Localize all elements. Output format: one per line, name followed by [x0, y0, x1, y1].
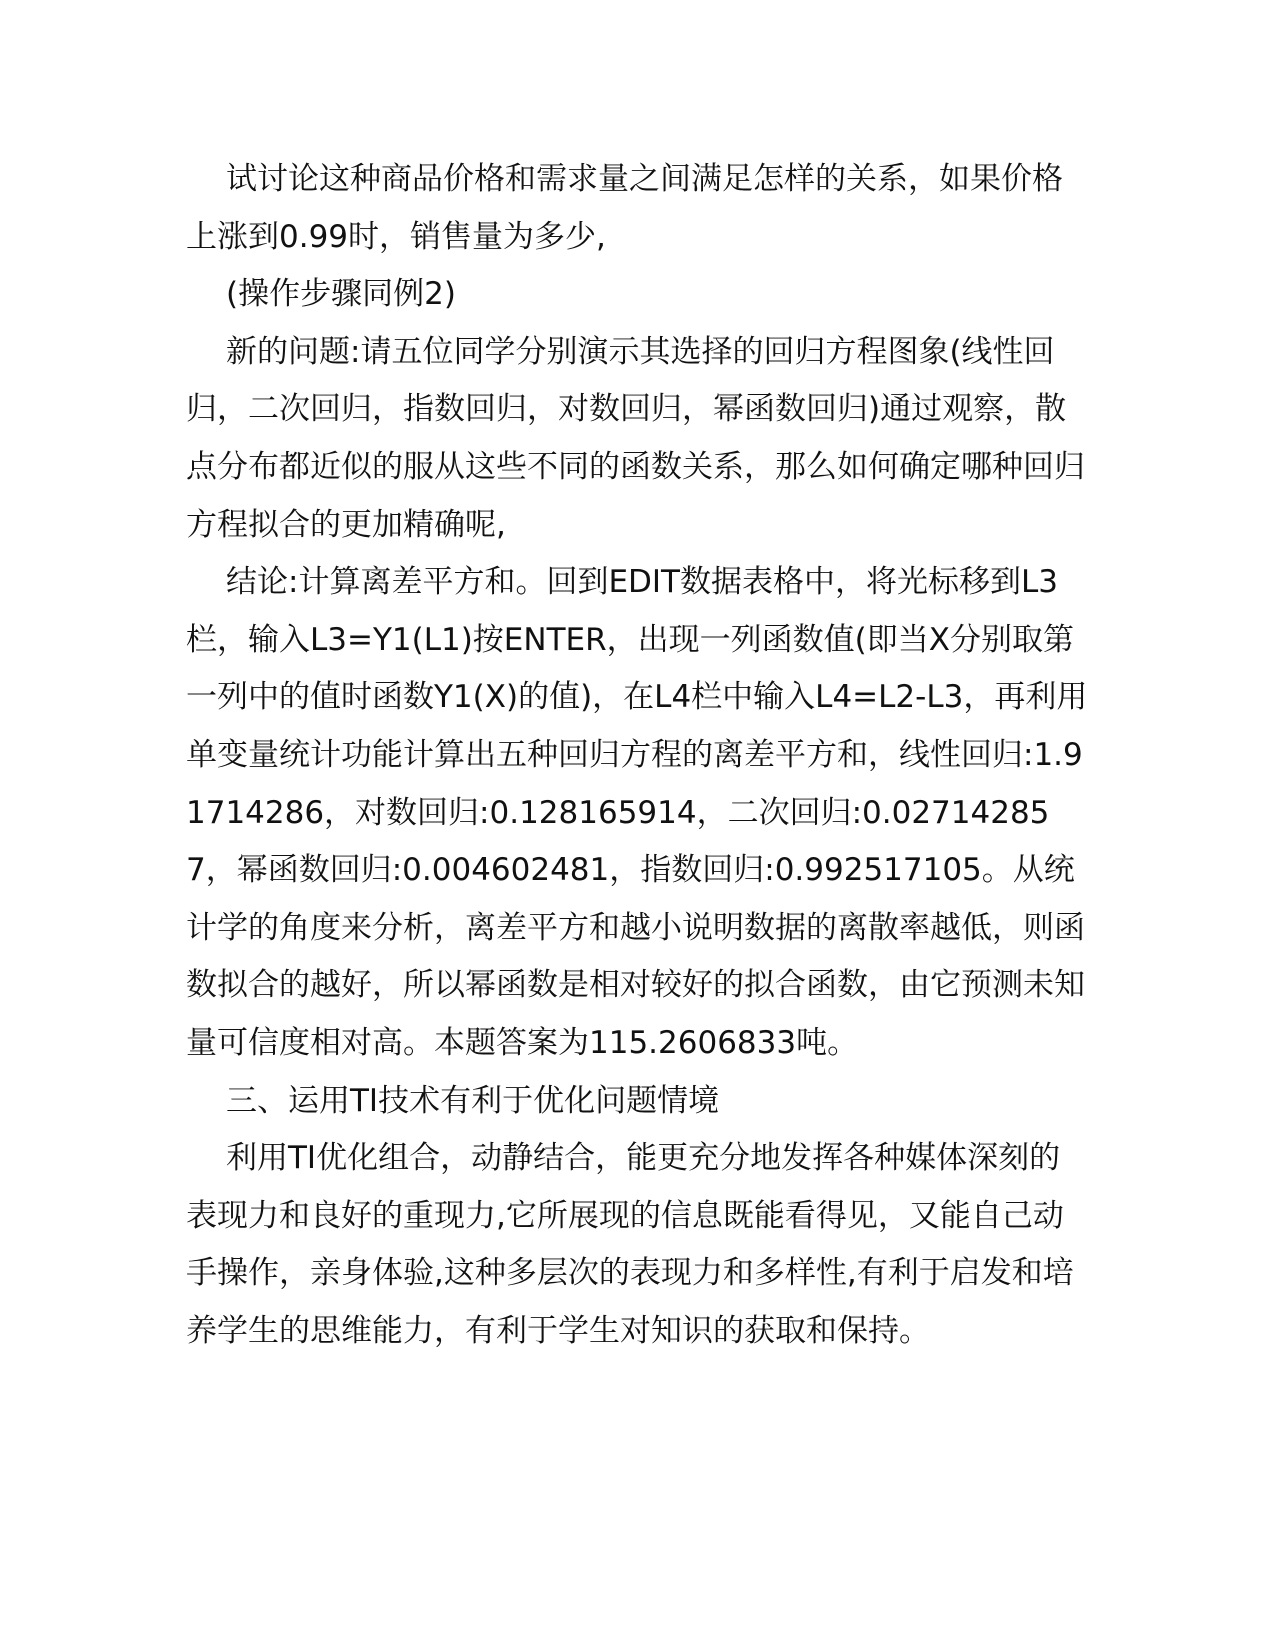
paragraph-question: 试讨论这种商品价格和需求量之间满足怎样的关系，如果价格上涨到0.99时，销售量为多少,	[186, 161, 1063, 255]
paragraph-ti-benefits: 利用TI优化组合，动静结合，能更充分地发挥各种媒体深刻的表现力和良好的重现力,它所展现的信息既能看得见，又能自己动手操作，亲身体验,这种多层次的表现力和多样性,有利于启发和培养学生的思维能力，有利于学生对知识的获取和保持。	[186, 1140, 1074, 1349]
paragraph-conclusion: 结论:计算离差平方和。回到EDIT数据表格中，将光标移到L3栏，输入L3=Y1(L1)按ENTER，出现一列函数值(即当X分别取第一列中的值时函数Y1(X)的值)，在L4栏中输入L4=L2-L3，再利用单变量统计功能计算出五种回归方程的离差平方和，线性回归:1.91714286，对数回归:0.128165914，二次回归:0.027142857，幂函数回归:0.004602481，指数回归:0.992517105。从统计学的角度来分析，离差平方和越小说明数据的离散率越低，则函数拟合的越好，所以幂函数是相对较好的拟合函数，由它预测未知量可信度相对高。本题答案为115.2606833吨。	[186, 564, 1088, 1061]
paragraph-steps-note: (操作步骤同例2)	[226, 276, 456, 313]
document-body	[186, 151, 1090, 1360]
section-heading: 三、运用TI技术有利于优化问题情境	[226, 1082, 720, 1119]
paragraph-new-problem: 新的问题:请五位同学分别演示其选择的回归方程图象(线性回归，二次回归，指数回归，对数回归，幂函数回归)通过观察，散点分布都近似的服从这些不同的函数关系，那么如何确定哪种回归方程拟合的更加精确呢,	[186, 333, 1085, 543]
